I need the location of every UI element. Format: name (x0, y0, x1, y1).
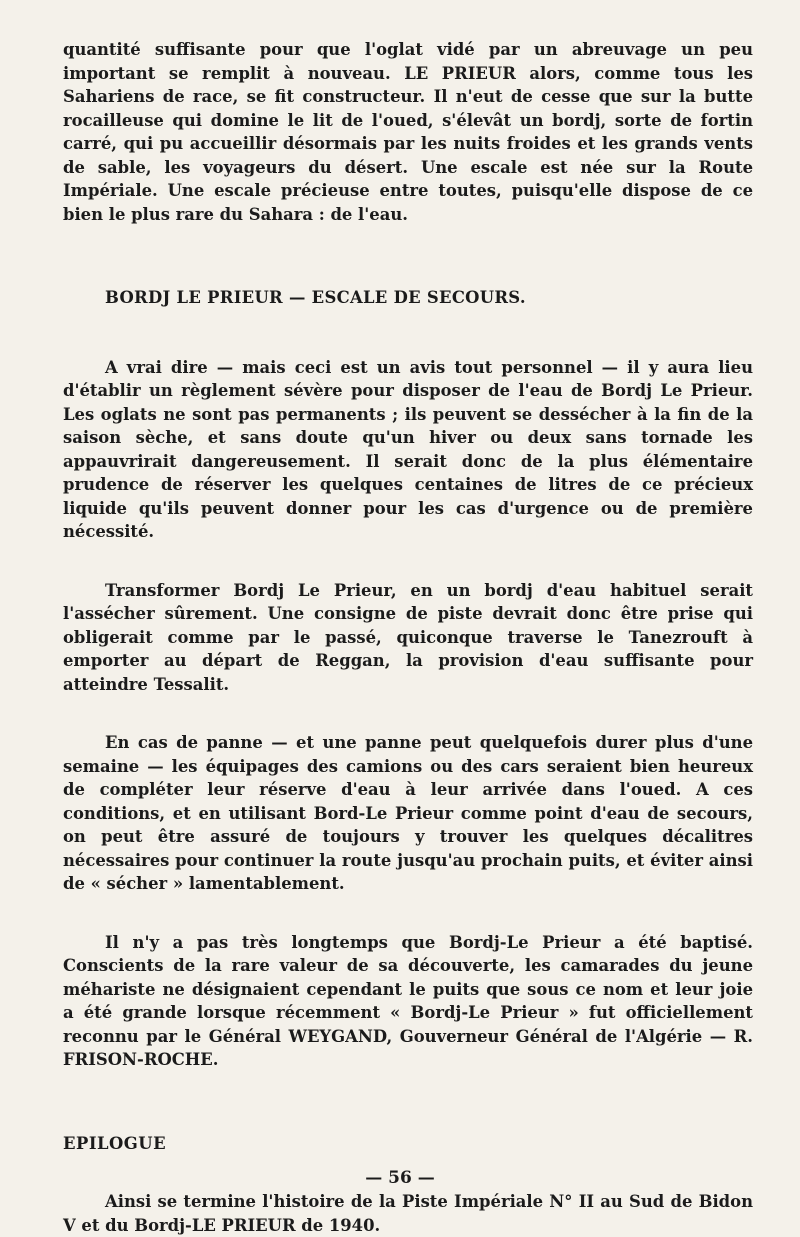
paragraph-continuation: quantité suffisante pour que l'oglat vidé par un abreuvage un peu important se remplit à nouveau. LE PRIEUR alors, comme tous les Sahariens de race, se fit constructeur. Il n'eut de cesse que sur la butte rocailleuse qui domine le lit de l'oued, s'élevât un bordj, sorte de fortin carré, qui pu accueillir désormais par les nuits froides et les grands vents de sable, les voyageurs du désert. Une escale est née sur la Route Impériale. Une escale précieuse entre toutes, puisqu'elle dispose de ce bien le plus rare du Sahara : de l'eau. (63, 40, 753, 224)
epilogue-heading: EPILOGUE (63, 1133, 167, 1153)
paragraph: En cas de panne — et une panne peut quelquefois durer plus d'une semaine — les équipages des camions ou des cars seraient bien heureux de compléter leur réserve d'eau à leur arrivée dans l'oued. A ces conditions, et en utilisant Bord-Le Prieur comme point d'eau de secours, on peut être assuré de toujours y trouver les quelques décalitres nécessaires pour continuer la route jusqu'au prochain puits, et éviter ainsi de « sécher » lamentablement. (63, 733, 753, 893)
paragraph: Transformer Bordj Le Prieur, en un bordj d'eau habituel serait l'assécher sûrement. Une consigne de piste devrait donc être prise qui obligerait comme par le passé, quiconque traverse le Tanezrouft à emporter au départ de Reggan, la provision d'eau suffisante pour atteindre Tessalit. (63, 580, 753, 694)
paragraph: Il n'y a pas très longtemps que Bordj-Le Prieur a été baptisé. Conscients de la rare valeur de sa découverte, les camarades du jeune méhariste ne désignaient cependant le puits que sous ce nom et leur joie a été grande lorsque récemment « Bordj-Le Prieur » fut officiellement reconnu par le Général WEYGAND, Gouverneur Général de l'Algérie — R. FRISON-ROCHE. (63, 932, 753, 1069)
paragraph: A vrai dire — mais ceci est un avis tout personnel — il y aura lieu d'établir un règlement sévère pour disposer de l'eau de Bordj Le Prieur. Les oglats ne sont pas permanents ; ils peuvent se dessécher à la fin de la saison sèche, et sans doute qu'un hiver ou deux sans tornade les appauvrirait dangereusement. Il serait donc de la plus élémentaire prudence de réserver les quelques centaines de litres de ce précieux liquide qu'ils peuvent donner pour les cas d'urgence ou de première nécessité. (63, 357, 753, 541)
paragraph: Ainsi se termine l'histoire de la Piste Impériale N° II au Sud de Bidon V et du Bordj-LE PRIEUR de 1940. (63, 1192, 753, 1235)
section-heading: BORDJ LE PRIEUR — ESCALE DE SECOURS. (105, 288, 526, 307)
page-body (63, 38, 753, 1237)
page-number: — 56 — (365, 1168, 435, 1188)
